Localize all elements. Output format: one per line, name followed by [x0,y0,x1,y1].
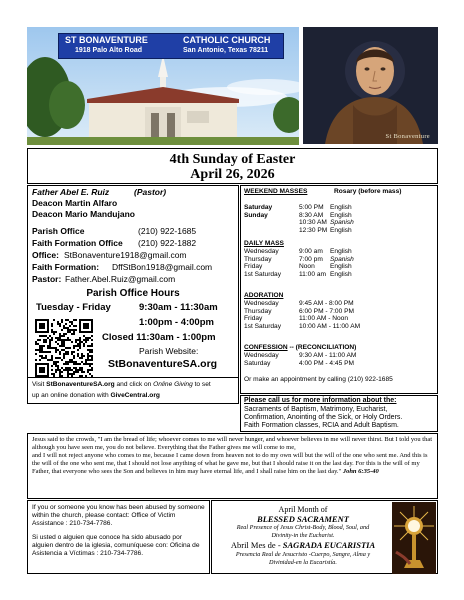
office-email-label: Office: [32,250,59,260]
weekend-mass-time: 5:00 PM [299,204,324,211]
weekend-mass-day: Saturday [244,204,273,211]
april-desc-en-1: Real Presence of Jesus Christ-Body, Blood, Soul, and [236,524,370,531]
gospel-text: Jesus said to the crowds, "I am the bread of life; whoever comes to me will never hunger, and whoever believes in me will never thirst. But I told you that although you have seen me, you do not believe. Everything that the Father gives me will come to me, and I will not reject anyone who comes to me, because I came down from heaven not to do my own will but the will of the one who sent me. And this is the will of the one who sent me, that I should not lose anything of what he gave me, but that I should raise it on the last day. For this is the will of my Father, that everyone who sees the Son and believes in him may have eternal life, and I shall raise him on the last day." [32,436,433,476]
sacraments-line-1: Sacraments of Baptism, Matrimony, Eucharist, [244,406,388,413]
weekend-masses-heading: WEEKEND MASSES [244,188,308,195]
online-giving-link[interactable]: Online Giving [153,381,193,388]
pastor-role: (Pastor) [134,187,167,197]
weekend-mass-time: 8:30 AM [299,211,324,219]
parish-info-panel [27,185,239,404]
weekend-mass-day: Sunday [244,211,268,219]
office-hours-heading: Parish Office Hours [86,288,180,299]
adoration-day: Thursday [244,307,272,315]
confession-time: 9:30 AM - 11:00 AM [299,352,357,359]
giving-line-1: Visit StBonaventureSA.org and click on Online Giving to set [32,381,211,388]
giving-line-2: up an online donation with GiveCentral.org [32,392,160,399]
parish-office-phone[interactable]: (210) 922-1685 [138,226,197,236]
weekend-mass-lang: English [330,211,352,219]
office-closed-hours: Closed 11:30am - 1:00pm [102,332,216,343]
adoration-day: 1st Saturday [244,322,282,330]
pastor-email[interactable]: Father.Abel.Ruiz@gmail.com [65,274,176,284]
april-devotion-en: BLESSED SACRAMENT [257,514,349,524]
daily-mass-time: 11:00 am [299,270,327,278]
month-devotion [211,500,438,574]
daily-mass-lang: English [330,263,352,271]
april-desc-en-2: Divinity-in the Eucharist. [271,532,335,539]
adoration-day: Friday [244,315,263,323]
giving-site-link[interactable]: StBonaventureSA.org [46,381,115,388]
adoration-time: 9:45 AM - 8:00 PM [299,300,354,307]
church-name: ST BONAVENTURE [65,35,148,45]
divider [28,377,238,378]
weekend-mass-time: 12:30 PM [299,226,328,234]
april-desc-es-1: Presencia Real de Jesucristo -Cuerpo, Sangre, Alma y [235,551,371,558]
office-hours-days: Tuesday - Friday [36,302,111,313]
rosary-note: Rosary (before mass) [334,188,402,195]
adoration-time: 6:00 PM - 7:00 PM [299,307,354,315]
saint-illustration [303,27,438,144]
bulletin-date: April 26, 2026 [190,167,275,182]
office-email[interactable]: StBonaventure1918@gmail.com [64,250,187,260]
confession-day: Wednesday [244,352,279,359]
confession-heading: CONFESSION -- (RECONCILIATION) [244,344,357,351]
website-label: Parish Website: [139,346,199,356]
faith-formation-label: Faith Formation Office [32,238,123,248]
deacon-alfaro: Deacon Martin Alfaro [32,198,118,208]
saint-portrait [303,27,438,144]
daily-mass-lang: English [330,270,352,278]
deacon-mandujano: Deacon Mario Mandujano [32,209,135,219]
qr-code-icon[interactable] [35,319,93,377]
pastor-email-label: Pastor: [32,274,62,284]
april-desc-es-2: Divinidad-en la Eucaristía. [269,559,337,566]
church-address: 1918 Palo Alto Road [75,47,143,54]
church-city: San Antonio, Texas 78211 [183,47,269,54]
bulletin-title [27,148,438,184]
sacraments-heading: Please call us for more information about the: [244,397,397,404]
daily-mass-day: Wednesday [244,248,279,255]
adoration-heading: ADORATION [244,292,284,299]
liturgical-day: 4th Sunday of Easter [169,152,296,167]
faith-formation-phone[interactable]: (210) 922-1882 [138,238,197,248]
confession-time: 4:00 PM - 4:45 PM [299,359,354,367]
monstrance-image [392,502,436,574]
daily-mass-lang: English [330,248,352,255]
abuse-notice-spanish: Si usted o alguien que conoce ha sido abusado por alguien dentro de la iglesia, comuníquese con: Oficina de Asistencia a Víctimas : 210-734-7786. [32,533,200,558]
givecentral-link[interactable]: GiveCentral.org [110,392,160,399]
gospel-reference: John 6:35-40 [342,468,379,476]
church-banner [58,33,284,59]
weekend-mass-lang: English [330,226,352,234]
adoration-day: Wednesday [244,300,279,307]
ff-email[interactable]: DffStBon1918@gmail.com [112,262,213,272]
parish-office-label: Parish Office [32,226,85,236]
pastor-name: Father Abel E. Ruiz [32,187,110,197]
daily-mass-day: Thursday [244,255,272,263]
daily-mass-time: 9:00 am [299,248,323,255]
abuse-notice-english: If you or someone you know has been abused by someone within the church, please contact: Office of Victim Assistance : 210-734-7786. [32,504,205,528]
daily-mass-time: 7:00 pm [299,255,323,263]
mass-schedule-panel [240,185,438,394]
confession-day: Saturday [244,359,271,367]
church-type: CATHOLIC CHURCH [183,35,271,45]
ff-email-label: Faith Formation: [32,262,100,272]
weekend-mass-lang: English [330,204,352,211]
daily-mass-day: 1st Saturday [244,270,282,278]
weekend-mass-lang: Spanish [330,219,354,227]
parish-website[interactable]: StBonaventureSA.org [108,358,218,370]
gospel-reading [27,433,438,499]
office-hours-morning: 9:30am - 11:30am [139,302,218,313]
adoration-time: 10:00 AM - 11:00 AM [299,322,361,330]
daily-mass-heading: DAILY MASS [244,240,284,247]
abuse-notice [27,500,210,574]
sacraments-panel [240,395,438,432]
daily-mass-time: Noon [299,263,315,271]
sacraments-line-2: Confirmation, Anointing of the Sick, or Holy Orders. [244,414,403,421]
saint-caption: St Bonaventure [385,133,430,140]
appointment-note: Or make an appointment by calling (210) 922-1685 [244,376,393,383]
monstrance-icon [392,502,436,574]
april-month-es: Abril Mes de - SAGRADA EUCARISTIA [230,540,376,550]
sacraments-line-3: Faith Formation classes, RCIA and Adult Baptism. [244,422,399,429]
weekend-mass-time: 10:30 AM [299,219,327,227]
daily-mass-lang: Spanish [330,255,354,263]
april-month-en: April Month of [278,505,328,514]
daily-mass-day: Friday [244,263,263,271]
office-hours-afternoon: 1:00pm - 4:00pm [139,317,214,328]
adoration-time: 11:00 AM - Noon [299,315,348,323]
